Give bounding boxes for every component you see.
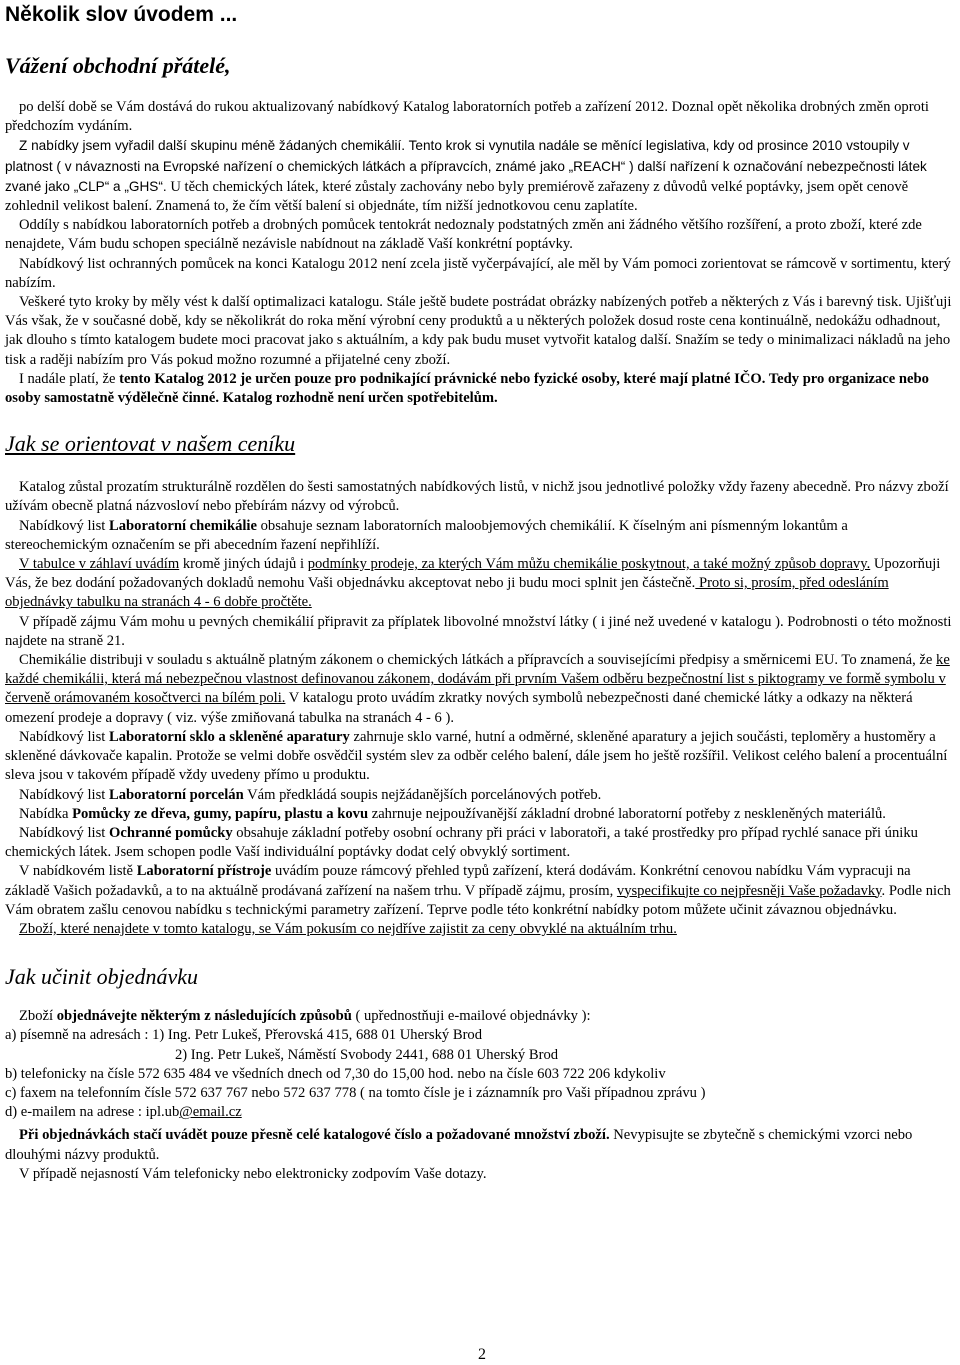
s2-p9-lead: Nabídkový list [19, 824, 109, 841]
email-link[interactable]: @email.cz [179, 1104, 242, 1121]
s2-p5-lead: Chemikálie distribuji v souladu s aktuálně platným zákonem o chemických látkách a přípravcích a souvisejícími předpisy a směrnicemi EU. To znamená, že [19, 652, 937, 669]
s3-p1-rest: ( upřednostňuji e-mailové objednávky ): [351, 1008, 591, 1025]
s3-paragraph-1 [5, 1007, 953, 1026]
s2-paragraph-4: V případě zájmu Vám mohu u pevných chemikálií připravit za příplatek libovolné množství látky ( i jiné než uvedené v katalogu ). Podrobnosti o této možnosti najdete na straně 21. [5, 613, 952, 649]
s3-p1-lead: Zboží [19, 1008, 57, 1025]
intro-p6-lead: I nadále platí, že [19, 370, 120, 387]
s2-p10-bold: Laboratorní přístroje [136, 863, 272, 880]
section-heading-ordering: Jak učinit objednávku [5, 964, 199, 990]
s3-p2-rest: Nevypisujte se zbytečně s chemickými vzorci nebo dlouhými názvy produktů. [5, 1127, 913, 1163]
greeting-heading: Vážení obchodní přátelé, [5, 53, 231, 78]
s2-paragraph-6 [5, 728, 953, 786]
intro-paragraph-1: po delší době se Vám dostává do rukou aktualizovaný nabídkový Katalog laboratorních potřeb a zařízení 2012. Doznal opět několika drobných změn oproti předchozím vydáním. [5, 99, 929, 135]
s2-p2-lead: Nabídkový list [19, 517, 109, 534]
s2-paragraph-8 [5, 805, 953, 824]
s2-p8-rest: zahrnuje nejpoužívanější základní drobné laboratorní potřeby z neskleněných materiálů. [368, 805, 886, 822]
s2-p7-lead: Nabídkový list [19, 786, 109, 803]
s2-p6-rest: zahrnuje sklo varné, hutní a odměrné, skleněné aparatury a jejich součásti, teploměry a hustoměry a skleněné dávkovače kapalin. Protože se velmi dobře osvědčil systém slev za odběr celého balení, dále jsem ho ještě rozšířil. Velikost celého balení a procentuální sleva jsou v takovém případě vždy uvedeny přímo u produktu. [5, 728, 948, 784]
s2-p10-text: uvádím pouze rámcový přehled typů zařízení, která dodávám. Konkrétní cenovou nabídku Vám vypracuji na základě Vašich požadavků, a to na aktuálně prodávaná zařízení na našem trhu. V případě zájmu, prosím, [5, 863, 911, 899]
s2-paragraph-7 [5, 786, 953, 805]
intro-p2-lead: Z nabídky jsem vyřadil další skupinu méně žádaných chemikálií. [19, 138, 409, 154]
s2-p10-lead: V nabídkovém listě [19, 863, 137, 880]
page-number: 2 [478, 1346, 486, 1363]
intro-paragraph-5 [5, 293, 953, 370]
s2-p10-underlined: vyspecifikujte co nejpřesněji Vaše požadavky [616, 882, 882, 899]
s2-p9-bold: Ochranné pomůcky [109, 824, 233, 841]
s3-p1-bold: objednávejte některým z následujících způsobů [56, 1008, 352, 1025]
s2-p3-underlined-e: Proto si, prosím, před odesláním objednávky tabulku na stranách 4 - 6 dobře pročtěte. [5, 575, 889, 611]
s2-p6-lead: Nabídkový list [19, 728, 109, 745]
s2-p7-rest: Vám předkládá soupis nejžádanějších porcelánových potřeb. [243, 786, 602, 803]
intro-paragraph-2 [5, 136, 953, 216]
s2-paragraph-3 [5, 555, 953, 613]
intro-paragraph-6 [5, 370, 953, 408]
s3-paragraph-2 [5, 1126, 953, 1164]
s2-paragraph-11 [5, 920, 953, 939]
s2-paragraph-9 [5, 824, 953, 862]
intro-paragraph-3: Oddíly s nabídkou laboratorních potřeb a drobných pomůcek tentokrát nedoznaly podstatných změn ani žádného většího rozšíření, a proto zboží, které zde nenajdete, Vám budu schopen speciálně nezávisle nabídnout na základě Vaší konkrétní poptávky. [5, 217, 922, 253]
intro-p2-legislation: Tento krok si vynutila nadále se měnící legislativa, kdy od prosince 2010 vstoupily v platnost ( v návaznosti na Evropské nařízení o chemických látkách a přípravcích, známé jako „REACH“ ) další nařízení k označování nebezpečnosti látek zvané jako „CLP“ a „GHS“. [5, 138, 927, 194]
page-title: Několik slov úvodem ... [5, 3, 238, 26]
s2-p5-underlined: ke každé chemikálii, která má nebezpečnou vlastnost definovanou zákonem, dodávám při prvním Vašem odběru bezpečnostní list s piktogramy ve formě symbolu v červeně orámovaném kosočtverci na bílém poli. [5, 652, 950, 707]
s2-p3-underlined-a: V tabulce v záhlaví uvádím [19, 556, 180, 573]
order-method-phone: b) telefonicky na čísle 572 635 484 ve všedních dnech od 7,30 do 15,00 hod. nebo na čísle 603 722 206 kdykoliv [5, 1065, 666, 1082]
s2-p3-text-d: Upozorňuji Vás, že bez dodání požadovaných dokladů nemohu Vaši objednávku akceptovat nebo ji budu moci splnit jen částečně. [5, 556, 941, 592]
s2-paragraph-10 [5, 862, 953, 920]
order-method-postal: a) písemně na adresách : 1) Ing. Petr Lukeš, Přerovská 415, 688 01 Uherský Brod [5, 1027, 483, 1044]
intro-p5-lead: Veškeré tyto kroky by měly vést k další optimalizaci katalogu. [19, 294, 387, 311]
s2-p5-rest: V katalogu proto uvádím zkratky nových symbolů nebezpečnosti dané chemické látky a odkazy na některá omezení prodeje a dopravy ( viz. výše zmiňovaná tabulka na stranách 4 - 6 ). [5, 690, 913, 726]
s2-p3-text-b: kromě jiných údajů i [179, 556, 308, 573]
s3-paragraph-3: V případě nejasností Vám telefonicky nebo elektronicky zodpovím Vaše dotazy. [19, 1165, 487, 1182]
s2-p2-rest: obsahuje seznam laboratorních maloobjemových chemikálií. K číselným ani písmenným lokantům a stereochemickým označením se při abecedním řazení nepřihlíží. [5, 517, 848, 553]
s2-p11-underlined: Zboží, které nenajdete v tomto katalogu, se Vám pokusím co nejdříve zajistit za ceny obvyklé na aktuálním trhu. [19, 920, 677, 937]
order-method-email [5, 1103, 953, 1122]
s3-p2-bold: Při objednávkách stačí uvádět pouze přesně celé katalogové číslo a požadované množství zboží. [19, 1127, 610, 1144]
s2-p8-bold: Pomůcky ze dřeva, gumy, papíru, plastu a kovu [72, 805, 369, 822]
intro-paragraph-4: Nabídkový list ochranných pomůcek na konci Katalogu 2012 není zcela jistě vyčerpávající, ale měl by Vám pomoci zorientovat se rámcově v sortimentu, který nabízím. [5, 255, 951, 291]
s2-p2-bold: Laboratorní chemikálie [109, 517, 257, 534]
document-page [5, 2, 953, 1184]
s2-p8-lead: Nabídka [19, 805, 73, 822]
s2-paragraph-2 [5, 517, 953, 555]
order-method-fax: c) faxem na telefonním čísle 572 637 767 nebo 572 637 778 ( na tomto čísle je i záznamník pro Vaši případnou zprávu ) [5, 1084, 706, 1101]
s2-p3-underlined-c: podmínky prodeje, za kterých Vám můžu chemikálie poskytnout, a také možný způsob dopravy. [307, 556, 871, 573]
s2-paragraph-5 [5, 651, 953, 728]
s2-paragraph-1: Katalog zůstal prozatím strukturálně rozdělen do šesti samostatných nabídkových listů, v nichž jsou jednotlivé položky vždy řazeny abecedně. Pro názvy zboží užívám obecně platná názvosloví nebo přebírám názvy od výrobců. [5, 479, 949, 515]
intro-p2-unit-price: Znamená to, že čím větší balení si objednáte, tím nižší jednotkovou cenu zaplatíte. [152, 198, 638, 215]
intro-p2-packaging: U těch chemických látek, které zůstaly zachovány nebo byly premiérově zařazeny z důvodů velké poptávky, jsem opět cenově zohlednil velikost balení. [5, 178, 909, 215]
email-label: d) e-mailem na adrese : ipl.ub [5, 1104, 180, 1121]
intro-p5-body: Stále ještě budete postrádat obrázky nabízených potřeb a některých z Vás i barevný tisk. Ujišťuji Vás však, že v současné době, kdy se několikrát do roka mění výrobní ceny produktů a u některých položek dosud roste cena kontinuálně, nedokážu odhadnout, jak dlouho s tímto katalogem budete moci pracovat jako s aktuálním, a kdy pak budu muset vytvořit katalog další. Snažím se tedy o minimalizaci nákladů na jeho tisk a raději nabízím pro Vás pokud možno rozumné a přijatelné ceny zboží. [5, 294, 952, 368]
s2-p7-bold: Laboratorní porcelán [109, 786, 244, 803]
s2-p9-rest: obsahuje základní potřeby osobní ochrany při práci v laboratoři, a také prostředky pro případ rychlé sanace při úniku chemických látek. Jsem schopen podle Vaší individuální poptávky dodat celý obvyklý sortiment. [5, 824, 918, 861]
s2-p10-rest: . Podle nich Vám obratem zašlu cenovou nabídku s technickými parametry zařízení. Teprve podle této konkrétní nabídky potom můžete učinit závaznou objednávku. [5, 882, 951, 918]
intro-p6-bold: tento Katalog 2012 je určen pouze pro podnikající právnické nebo fyzické osoby, které mají platné IČO. Tedy pro organizace nebo osoby samostatně výdělečně činné. Katalog rozhodně není určen spotřebitelům. [5, 370, 929, 407]
s2-p6-bold: Laboratorní sklo a skleněné aparatury [109, 728, 350, 745]
section-heading-orientation: Jak se orientovat v našem ceníku [5, 431, 296, 457]
order-method-postal-2: 2) Ing. Petr Lukeš, Náměstí Svobody 2441, 688 01 Uherský Brod [175, 1046, 559, 1063]
